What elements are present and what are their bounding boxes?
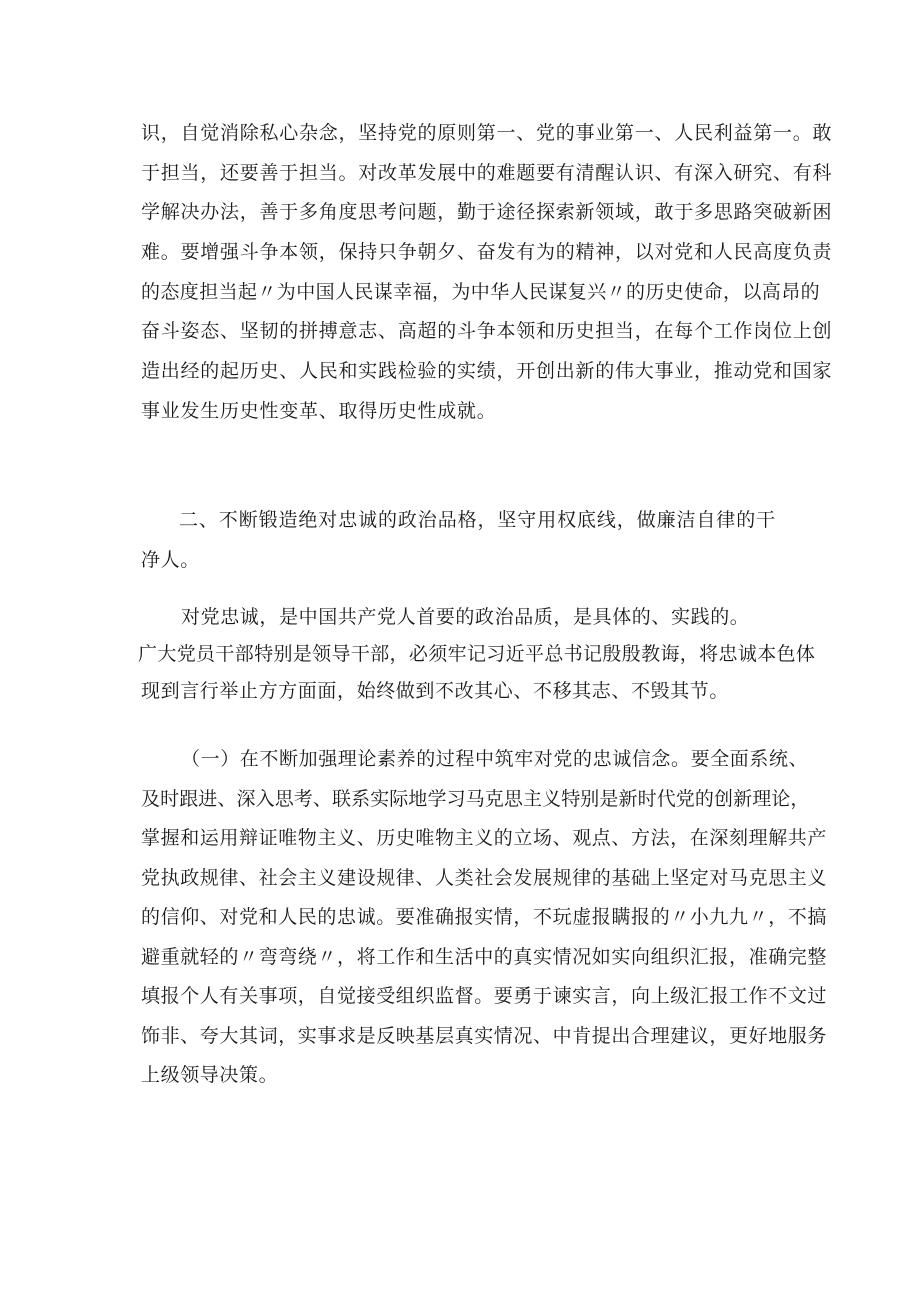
paragraph-4-line-4: 党执政规律、社会主义建设规律、人类社会发展规律的基础上坚定对马克思主义 xyxy=(141,866,828,889)
paragraph-1-line-8: 事业发生历史性变革、取得历史性成就。 xyxy=(141,399,497,422)
paragraph-4-line-5: 的信仰、对党和人民的忠诚。要准确报实情，不玩虚报瞒报的〃小九九〃，不搞 xyxy=(141,906,828,928)
paragraph-1-line-6: 奋斗姿态、坚韧的拼搏意志、高超的斗争本领和历史担当，在每个工作岗位上创 xyxy=(141,320,833,343)
paragraph-1 xyxy=(141,114,833,432)
paragraph-1-line-2: 于担当，还要善于担当。对改革发展中的难题要有清醒认识、有深入研究、有科 xyxy=(141,161,833,184)
paragraph-3-line-2: 广大党员干部特别是领导干部，必须牢记习近平总书记殷殷教诲，将忠诚本色体 xyxy=(138,643,816,665)
paragraph-4-line-9: 上级领导决策。 xyxy=(141,1064,279,1086)
paragraph-1-line-7: 造出经的起历史、人民和实践检验的实绩，开创出新的伟大事业，推动党和国家 xyxy=(141,360,833,383)
paragraph-1-line-1: 识，自觉消除私心杂念，坚持党的原则第一、党的事业第一、人民利益第一。敢 xyxy=(141,122,833,144)
paragraph-4-line-6: 避重就轻的〃弯弯绕〃，将工作和生活中的真实情况如实向组织汇报，准确完整 xyxy=(141,945,828,968)
section-heading xyxy=(141,500,801,580)
paragraph-4 xyxy=(141,740,828,1096)
section-heading-line-2: 净人。 xyxy=(141,549,200,571)
paragraph-4-line-8: 饰非、夸大其词，实事求是反映基层真实情况、中肯提出合理建议，更好地服务 xyxy=(141,1024,828,1047)
paragraph-4-line-7: 填报个人有关事项，自觉接受组织监督。要勇于谏实言，向上级汇报工作不文过 xyxy=(141,985,828,1007)
paragraph-4-line-1: （一）在不断加强理论素养的过程中筑牢对党的忠诚信念。要全面系统、 xyxy=(181,748,809,770)
paragraph-1-line-3: 学解决办法，善于多角度思考问题，勤于途径探索新领域，敢于多思路突破新困 xyxy=(141,201,833,224)
section-heading-line-1: 二、不断锻造绝对忠诚的政治品格，坚守用权底线，做廉洁自律的干 xyxy=(179,509,777,531)
paragraph-3-line-3: 现到言行举止方方面面，始终做到不改其心、不移其志、不毁其节。 xyxy=(141,680,730,702)
paragraph-4-line-2: 及时跟进、深入思考、联系实际地学习马克思主义特别是新时代党的创新理论， xyxy=(141,787,810,810)
paragraph-4-line-3: 掌握和运用辩证唯物主义、历史唯物主义的立场、观点、方法，在深刻理解共产 xyxy=(141,827,828,849)
paragraph-1-line-5: 的态度担当起〃为中国人民谋幸福，为中华人民谋复兴〃的历史使命，以高昂的 xyxy=(141,280,821,303)
paragraph-3-line-1: 对党忠诚，是中国共产党人首要的政治品质，是具体的、实践的。 xyxy=(181,606,750,628)
paragraph-3 xyxy=(138,597,816,711)
paragraph-1-line-4: 难。要增强斗争本领，保持只争朝夕、奋发有为的精神，以对党和人民高度负责 xyxy=(141,241,833,264)
